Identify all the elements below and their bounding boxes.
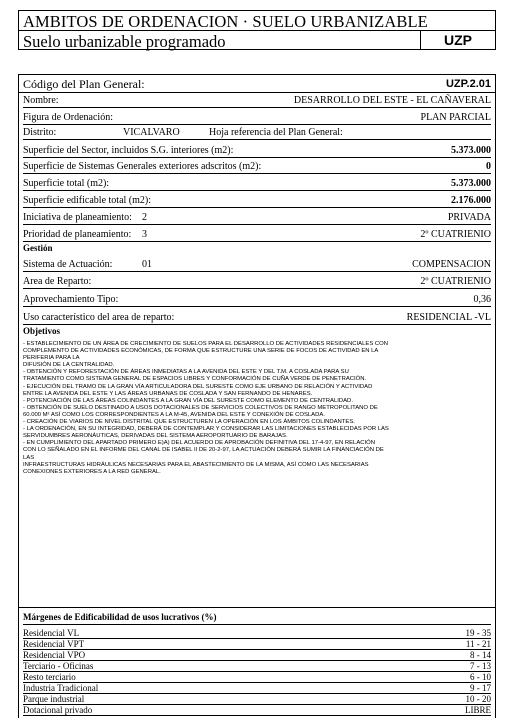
area-value: 2º CUATRIENIO	[420, 276, 491, 287]
figura-label: Figura de Ordenación:	[23, 112, 113, 123]
objetivo-line: - ESTABLECIMIENTO DE UN ÁREA DE CRECIMIENTO DE SUELOS PARA EL DESARROLLO DE ACTIVIDADES RESIDENCIALES CON	[23, 341, 388, 347]
sup-sector-value: 5.373.000	[451, 145, 491, 156]
gestion-heading: Gestión	[23, 243, 53, 253]
objetivo-line: CONEXIONES EXTERIORES A LA RED GENERAL.	[23, 468, 161, 475]
margen-row	[23, 662, 491, 672]
area-label: Area de Reparto:	[23, 276, 92, 287]
margen-value: 7 - 13	[470, 661, 491, 671]
margen-row	[23, 695, 491, 705]
sistema-value: COMPENSACION	[412, 259, 491, 270]
iniciativa-value: PRIVADA	[447, 212, 491, 223]
margen-row	[23, 684, 491, 694]
objetivo-line: LAS	[23, 454, 35, 461]
prioridad-row	[23, 225, 491, 242]
margen-value: 11 - 21	[465, 639, 491, 649]
objetivo-line: ENTRE LA AVENIDA DEL ESTE Y LAS ÁREAS URBANAS DE COSLADA Y SAN FERNANDO DE HENARES.	[23, 390, 313, 397]
margen-value: 10 - 20	[465, 694, 491, 704]
sistema-label: Sistema de Actuación:	[23, 259, 113, 270]
margen-value: 19 - 35	[465, 628, 491, 638]
objetivo-line: - OBTENCIÓN DE SUELO DESTINADO A USOS DOTACIONALES DE SERVICIOS COLECTIVOS DE RANGO METROPOLITANO DE	[23, 404, 378, 411]
nombre-row	[23, 94, 491, 108]
margenes-rule	[23, 624, 491, 625]
margen-label: Residencial VL	[23, 628, 80, 638]
prioridad-value: 2º CUATRIENIO	[420, 229, 491, 240]
sup-edif-row	[23, 191, 491, 208]
margen-label: Industria Tradicional	[23, 683, 99, 693]
sup-sg-label: Superficie de Sistemas Generales exteriores adscritos (m2):	[23, 161, 262, 172]
margen-label: Residencial VPT	[23, 639, 85, 649]
objetivo-line: - EJECUCIÓN DEL TRAMO DE LA GRAN VÍA ARTICULADORA DEL SURESTE COMO EJE URBANO DE RELACIÓN Y ACTIVIDAD	[23, 383, 373, 390]
distrito-label: Distrito:	[23, 127, 57, 138]
sup-edif-label: Superficie edificable total (m2):	[23, 195, 152, 206]
margen-row	[23, 651, 491, 661]
margen-label: Residencial VPO	[23, 650, 86, 660]
iniciativa-num: 2	[142, 212, 147, 223]
sup-edif-value: 2.176.000	[451, 195, 491, 206]
plan-code-value: UZP.2.01	[445, 78, 491, 90]
figura-value: PLAN PARCIAL	[420, 112, 491, 123]
iniciativa-label: Iniciativa de planeamiento:	[23, 212, 132, 223]
category-code: UZP	[420, 31, 495, 49]
plan-code-row	[19, 75, 495, 93]
objetivo-line: - OBTENCIÓN Y REFORESTACIÓN DE ÁREAS INMEDIATAS A LA AVENIDA DEL ESTE Y DEL T.M. A COSLADA PARA SU	[23, 369, 349, 376]
uso-row	[23, 307, 491, 325]
area-row	[23, 272, 491, 289]
margen-row	[23, 673, 491, 683]
margen-value: LIBRE	[465, 705, 491, 715]
page-title: AMBITOS DE ORDENACION · SUELO URBANIZABLE	[23, 12, 428, 31]
sup-sg-row	[23, 158, 491, 174]
objetivo-line: - CREACIÓN DE VIARIOS DE NIVEL DISTRITAL QUE ESTRUCTUREN LA OPERACIÓN EN LOS ÁMBITOS COLINDANTES.	[23, 419, 355, 426]
margen-value: 8 - 14	[470, 650, 491, 660]
header-subtitle-box	[18, 30, 496, 50]
margen-label: Dotacional privado	[23, 705, 93, 715]
objetivos-text	[23, 341, 491, 476]
objetivo-line: TRATAMIENTO COMO SISTEMA GENERAL DE ESPACIOS LIBRES Y CONFORMACIÓN DE CUÑA VERDE DE PENETRACIÓN.	[23, 376, 367, 383]
margen-label: Resto terciario	[23, 672, 76, 682]
figura-row	[23, 108, 491, 125]
iniciativa-row	[23, 208, 491, 225]
sup-total-label: Superficie total (m2):	[23, 178, 110, 189]
margen-row	[23, 706, 491, 716]
sup-sector-label: Superficie del Sector, incluidos S.G. interiores (m2):	[23, 145, 234, 156]
objetivo-line: PERIFERIA PARA LA	[23, 355, 80, 362]
prioridad-num: 3	[142, 229, 147, 240]
sup-total-value: 5.373.000	[451, 178, 491, 189]
objetivo-line: INFRAESTRUCTURAS HIDRÁULICAS NECESARIAS PARA EL ABASTECIMIENTO DE LA MISMA, ASÍ COMO LAS NECESARIAS	[23, 461, 369, 468]
plan-code-label: Código del Plan General:	[23, 77, 145, 91]
aprov-label: Aprovechamiento Tipo:	[23, 294, 119, 305]
margen-label: Terciario - Oficinas	[23, 661, 94, 671]
objetivos-heading: Objetivos	[23, 326, 60, 336]
sup-sg-value: 0	[486, 161, 491, 172]
objetivo-line: DIFUSIÓN DE LA CENTRALIDAD.	[23, 362, 115, 369]
margen-value: 9 - 17	[470, 683, 491, 693]
margen-value: 6 - 10	[470, 672, 491, 682]
uso-value: RESIDENCIAL -VL	[406, 312, 491, 323]
header-title-box	[18, 10, 496, 30]
sistema-row	[23, 255, 491, 272]
margen-row	[23, 629, 491, 639]
objetivo-line: 60.000 M² ASÍ COMO LOS CORRESPONDIENTES A LA M-45, AVENIDA DEL ESTE Y CONEXIÓN DE COSLADA.	[23, 411, 325, 418]
objetivo-line: CON LO SEÑALADO EN EL INFORME DEL CANAL DE ISABEL II DE 20-2-97, LA ACTUACIÓN DEBERÁ SUMIR LA FINANCIACIÓN DE	[23, 447, 384, 454]
aprov-value: 0,36	[473, 294, 491, 305]
margen-label: Parque industrial	[23, 694, 85, 704]
uso-label: Uso característico del area de reparto:	[23, 312, 175, 323]
sup-sector-row	[23, 140, 491, 158]
distrito-value: VICALVARO	[123, 127, 180, 138]
nombre-label: Nombre:	[23, 95, 59, 106]
objetivo-line: - POTENCIACIÓN DE LAS ÁREAS COLINDANTES A LA GRAN VÍA DEL SURESTE COMO ELEMENTO DE CENTRALIDAD.	[23, 397, 353, 404]
margen-row	[23, 640, 491, 650]
distrito-row	[23, 125, 491, 140]
plan-sheet	[18, 74, 496, 718]
prioridad-label: Prioridad de planeamiento:	[23, 229, 132, 240]
sup-total-row	[23, 174, 491, 191]
aprov-row	[23, 289, 491, 307]
sistema-num: 01	[142, 259, 152, 270]
nombre-value: DESARROLLO DEL ESTE - EL CAÑAVERAL	[293, 95, 491, 106]
page-subtitle: Suelo urbanizable programado	[23, 32, 226, 51]
objetivo-line: COMPLEMENTO DE ACTIVIDADES ECONÓMICAS, DE FORMA QUE ESTRUCTURE UNA SERIE DE FOCOS DE ACTIVIDAD EN LA	[23, 348, 379, 355]
margenes-heading: Márgenes de Edificabilidad de usos lucrativos (%)	[23, 612, 217, 622]
objetivo-line: SERVIDUMBRES AERONÁUTICAS, DERIVADAS DEL SISTEMA AEROPORTUARIO DE BARAJAS.	[23, 433, 288, 440]
objetivo-line: - LA ORDENACIÓN, EN SU INTEGRIDAD, DEBERÁ DE CONTEMPLAR Y CONSIDERAR LAS LIMITACIONES ESTABLECIDAS POR LAS	[23, 426, 389, 433]
hoja-label: Hoja referencia del Plan General:	[209, 127, 343, 138]
objetivo-line: - EN CUMPLIMIENTO DEL APARTADO PRIMERO E)A) DEL ACUERDO DE APROBACIÓN DEFINITIVA DEL 17-4-97, EN RELACIÓN	[23, 440, 375, 447]
